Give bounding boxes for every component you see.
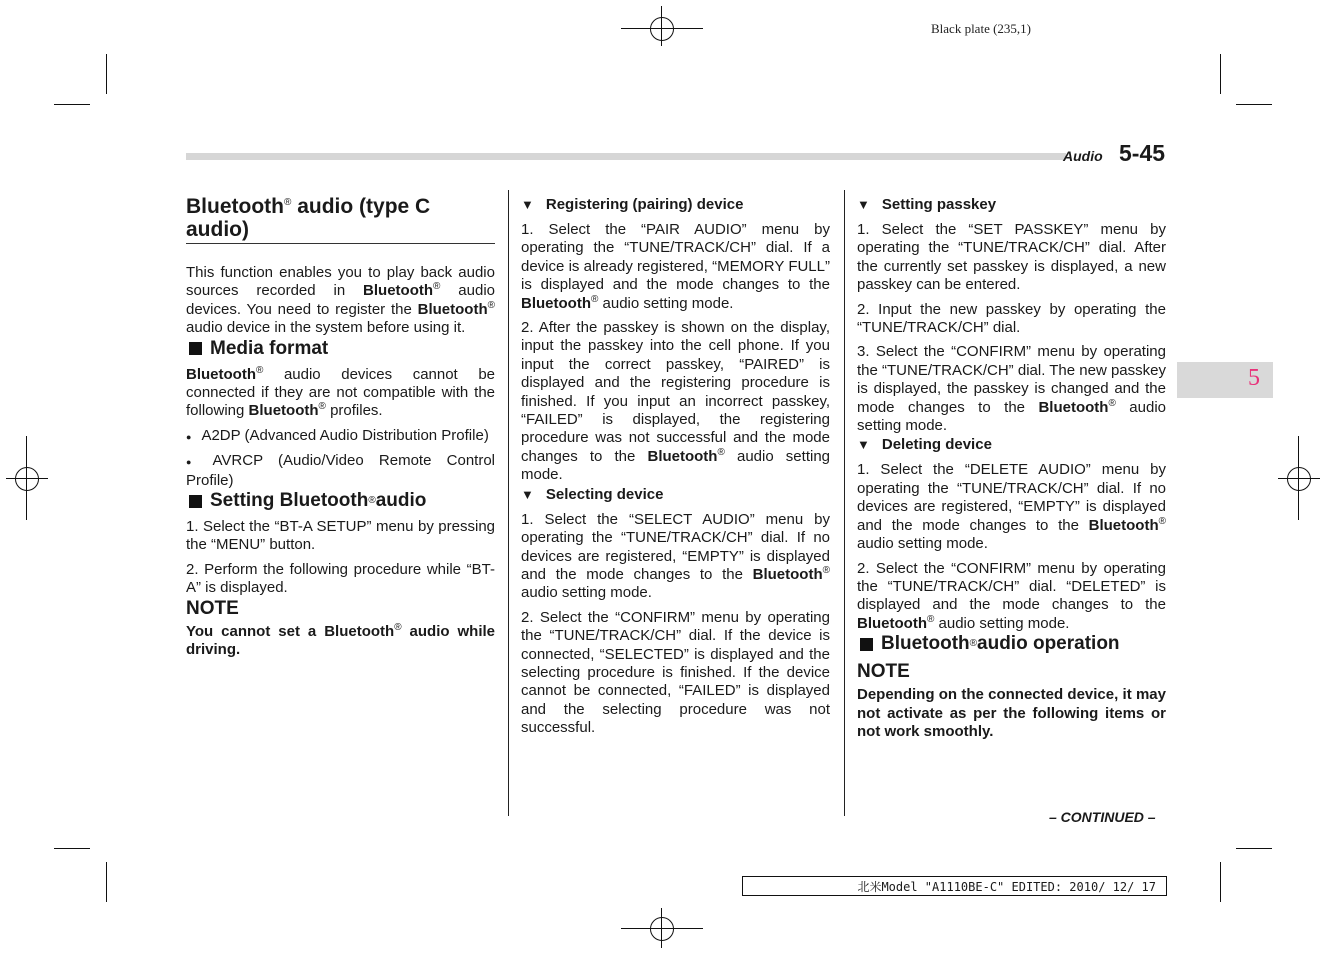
step: 2. Select the “CONFIRM” menu by operating the “TUNE/TRACK/CH” dial. If the device is connected, “SELECTED” is displayed and the selecting procedure is finished. If the device cannot be connected, “FAILED” is displayed and the selecting procedure was not successful. xyxy=(521,608,830,737)
deleting-heading: ▼ Deleting device xyxy=(857,436,992,454)
note-heading: NOTE xyxy=(857,661,910,683)
note-body: You cannot set a Bluetooth® audio while driving. xyxy=(186,621,496,659)
page-number: 5-45 xyxy=(1119,140,1166,166)
triangle-icon: ▼ xyxy=(521,197,534,212)
section-title: Bluetooth® audio (type C audio) xyxy=(186,195,495,244)
chapter-tab xyxy=(1177,362,1273,398)
crop-mark xyxy=(1220,862,1221,902)
registration-mark xyxy=(15,467,39,491)
step: 1. Select the “SET PASSKEY” menu by operating the “TUNE/TRACK/CH” dial. After the currently set passkey is displayed, a new passkey can be entered. xyxy=(857,221,1166,294)
step: 2. Input the new passkey by operating the “TUNE/TRACK/CH” dial. xyxy=(857,300,1166,337)
step: 1. Select the “DELETE AUDIO” menu by operating the “TUNE/TRACK/CH” dial. If no devices are registered, “EMPTY” is displayed and the mode changes to the Bluetooth® audio setting mode. xyxy=(857,461,1166,553)
crop-mark xyxy=(1220,54,1221,94)
step: 2. Perform the following procedure while “BT-A” is displayed. xyxy=(186,560,495,597)
crop-mark xyxy=(1236,104,1272,105)
registering-heading: ▼ Registering (pairing) device xyxy=(521,196,744,213)
selecting-heading: ▼ Selecting device xyxy=(521,485,664,503)
crop-mark xyxy=(54,848,90,849)
step: 2. Select the “CONFIRM” menu by operating the “TUNE/TRACK/CH” dial. “DELETED” is displayed and the mode changes to the Bluetooth® audio setting mode. xyxy=(857,559,1166,632)
column-1 xyxy=(186,195,495,660)
chapter-number: 5 xyxy=(1248,365,1260,391)
edit-footer: 北米Model "A1110BE-C" EDITED: 2010/ 12/ 17 xyxy=(742,876,1167,896)
step: 1. Select the “BT-A SETUP” menu by pressing the “MENU” button. xyxy=(186,518,495,554)
crop-mark xyxy=(1236,848,1272,849)
passkey-heading: ▼ Setting passkey xyxy=(857,196,997,213)
square-bullet-icon xyxy=(189,342,202,355)
step: 2. After the passkey is shown on the display, input the passkey into the cell phone. If you input the correct passkey, “PAIRED” is displayed and the registering procedure is finished. If you input an incorrect passkey, “FAILED” is displayed, the registering procedure was not successful and the mode changes to the Bluetooth® audio setting mode. xyxy=(521,319,831,484)
list-item: ● A2DP (Advanced Audio Distribution Profile) xyxy=(186,426,489,444)
bullet-icon: ● xyxy=(186,431,192,442)
registration-mark xyxy=(650,917,674,941)
setting-bluetooth-heading: Setting Bluetooth ® audio xyxy=(186,490,495,512)
step: 1. Select the “SELECT AUDIO” menu by operating the “TUNE/TRACK/CH” dial. If no devices are registered, “EMPTY” is displayed and the mode changes to the Bluetooth® audio setting mode. xyxy=(521,510,830,602)
note-body: Depending on the connected device, it may not activate as per the following items or not work smoothly. xyxy=(857,686,1166,740)
bullet-icon: ● xyxy=(186,457,203,468)
media-format-heading: Media format xyxy=(186,338,495,360)
step: 1. Select the “PAIR AUDIO” menu by operating the “TUNE/TRACK/CH” dial. If a device is already registered, “MEMORY FULL” is displayed and the mode changes to the Bluetooth® audio setting mode. xyxy=(521,221,830,312)
header-section-title: Audio xyxy=(1063,148,1103,164)
continued-label: – CONTINUED – xyxy=(1049,809,1156,825)
plate-label: Black plate (235,1) xyxy=(931,21,1031,36)
intro-paragraph: This function enables you to play back audio sources recorded in Bluetooth® audio devices. You need to register the Bluetooth® audio device in the system before using it. xyxy=(186,264,495,337)
column-3 xyxy=(857,195,1166,741)
triangle-icon: ▼ xyxy=(857,437,870,453)
registration-mark xyxy=(1287,467,1311,491)
square-bullet-icon xyxy=(860,638,873,651)
column-divider xyxy=(508,190,509,816)
note-heading: NOTE xyxy=(186,597,239,619)
registration-mark xyxy=(650,17,674,41)
header-bar xyxy=(186,153,1066,160)
crop-mark xyxy=(54,104,90,105)
step: 3. Select the “CONFIRM” menu by operating the “TUNE/TRACK/CH” dial. The new passkey is displayed, the passkey is changed and the mode changes to the Bluetooth® audio setting mode. xyxy=(857,343,1166,435)
triangle-icon: ▼ xyxy=(857,197,870,212)
column-divider xyxy=(844,190,845,816)
crop-mark xyxy=(106,862,107,902)
crop-mark xyxy=(106,54,107,94)
list-item: ● AVRCP (Audio/Video Remote Control Profile) xyxy=(186,452,496,489)
media-format-paragraph: Bluetooth® audio devices cannot be connected if they are not compatible with the following Bluetooth® profiles. xyxy=(186,364,495,420)
square-bullet-icon xyxy=(189,495,202,508)
column-2 xyxy=(521,195,830,738)
triangle-icon: ▼ xyxy=(521,486,534,502)
audio-operation-heading: Bluetooth ® audio operation xyxy=(857,633,1166,655)
